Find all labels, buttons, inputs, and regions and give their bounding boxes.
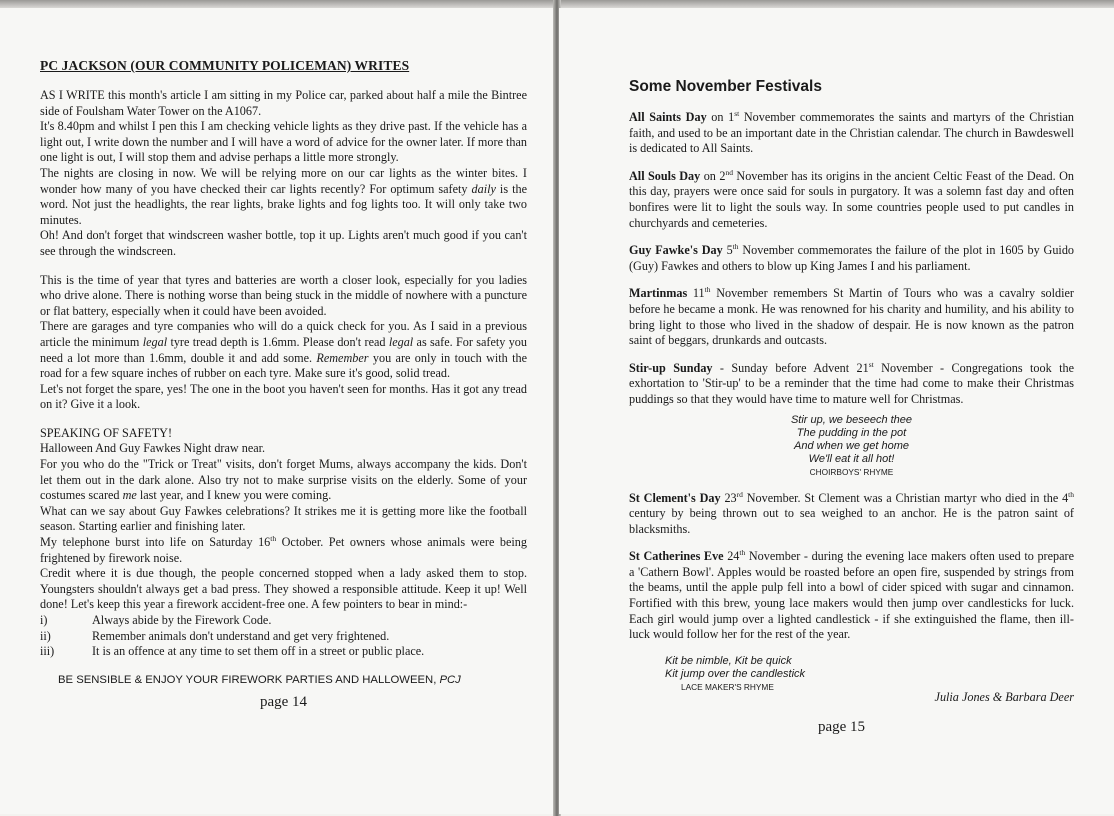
- paragraph: For you who do the "Trick or Treat" visits, don't forget Mums, always accompany the kids. Don't let them out in the dark alone. Also try not to make surprise visits on the elderly. Some of your costumes scared me last year, and I knew you were coming.: [40, 457, 527, 503]
- rhyme-attribution: CHOIRBOYS' RHYME: [809, 466, 894, 477]
- paragraph: The nights are closing in now. We will be relying more on our car lights as the winter bites. I wonder how many of you have checked their car lights recently? For optimum safety daily is the word. Not just the headlights, the rear lights, brake lights and fog lights too. It will only take two minutes.: [40, 165, 527, 227]
- festival-entry: Martinmas 11th November remembers St Martin of Tours who was a cavalry soldier before he became a monk. He was renowned for his charity and humility, and his ability to bring light to those who lived in the shadow of despair. He is now known as the patron saint of beggars, drunkards and outcasts.: [629, 285, 1074, 348]
- paragraph: AS I WRITE this month's article I am sitting in my Police car, parked about half a mile the Bintree side of Foulsham Water Tower on the A1067.: [40, 88, 527, 118]
- authors: Julia Jones & Barbara Deer: [934, 689, 1074, 704]
- right-page: [559, 8, 1114, 814]
- paragraph: What can we say about Guy Fawkes celebrations? It strikes me it is getting more like the football season. Starting earlier and finishing later.: [40, 503, 527, 534]
- festival-entry: St Clement's Day 23rd November. St Clement was a Christian martyr who died in the 4th century by being thrown out to sea weighed to an anchor. He is the patron saint of blacksmiths.: [629, 489, 1075, 536]
- pointer-list: [40, 613, 527, 660]
- closing-line: BE SENSIBLE & ENJOY YOUR FIREWORK PARTIES AND HALLOWEEN, PCJ: [58, 673, 461, 686]
- paragraph: Let's not forget the spare, yes! The one in the boot you haven't seen for months. Has it got any tread on it? Give it a look.: [40, 381, 527, 412]
- festival-entry: St Catherines Eve 24th November - during the evening lace makers often used to prepare a 'Cathern Bowl'. Apples would be roasted before an open fire, suspended by strings from the beams, until the apple pulp fell into a bowl of cider spiced with sugar and cinnamon. Fortified with this brew, young lace makers would then jump over candlesticks for luck. Each girl would jump over a lighted candlestick - if she extinguished the flame, then ill-luck would follow her for the rest of the year.: [629, 548, 1075, 642]
- page-number: page 15: [817, 718, 866, 735]
- subheading: SPEAKING OF SAFETY!: [40, 425, 173, 440]
- article-heading: Some November Festivals: [629, 78, 822, 95]
- paragraph: Credit where it is due though, the people concerned stopped when a lady asked them to stop. Youngsters shouldn't always get a bad press. They showed a responsible attitude. Keep it up! Well done! Let's keep this year a firework accident-free one. A few pointers to bear in mind:-: [40, 566, 527, 612]
- rhyme: Stir up, we beseech thee The pudding in the pot And when we get home We'll eat it all hot! CHOIRBOYS' RHYME: [629, 414, 1074, 479]
- article-heading: PC JACKSON (OUR COMMUNITY POLICEMAN) WRITES: [40, 58, 410, 73]
- festival-entry: Guy Fawke's Day 5th November commemorates the failure of the plot in 1605 by Guido (Guy) Fawkes and others to blow up King James I and his parliament.: [629, 242, 1075, 273]
- paragraph: My telephone burst into life on Saturday 16th October. Pet owners whose animals were being frightened by firework noise.: [40, 533, 527, 565]
- paragraph: Halloween And Guy Fawkes Night draw near.: [40, 441, 266, 456]
- paragraph: Oh! And don't forget that windscreen washer bottle, top it up. Lights aren't much good if you can't see through the windscreen.: [40, 228, 527, 258]
- rhyme-attribution: LACE MAKER'S RHYME: [681, 681, 774, 692]
- list-item: iii) It is an offence at any time to set them off in a street or public place.: [40, 644, 425, 659]
- paragraph: It's 8.40pm and whilst I pen this I am checking vehicle lights as they drive past. If the vehicle has a light out, I write down the number and I will have a word of advice for the owner later. If more than one light is out, I will stop them and advise perhaps a little more strongly.: [40, 119, 528, 165]
- festival-entry: All Souls Day on 2nd November has its origins in the ancient Celtic Feast of the Dead. On this day, prayers were once said for souls in purgatory. It was a solemn fast day and often bonfires were lit to light the souls way. In some countries people used to put candles in churchyards and cemeteries.: [629, 167, 1074, 230]
- paragraph: This is the time of year that tyres and batteries are worth a closer look, especially for you ladies who drive alone. There is nothing worse than being stuck in the middle of nowhere with a puncture or flat battery, especially when it could have been avoided.: [40, 272, 527, 318]
- rhyme: Kit be nimble, Kit be quick Kit jump over the candlestick LACE MAKER'S RHYME: [629, 655, 1074, 694]
- festival-entry: Stir-up Sunday - Sunday before Advent 21st November - Congregations took the exhortation to 'Stir-up' to be a reminder that the time had come to make their Christmas puddings so that they would have time to mature well for Christmas.: [629, 359, 1074, 406]
- list-item: i) Always abide by the Firework Code.: [40, 613, 272, 627]
- page-number: page 14: [259, 693, 308, 710]
- list-item: ii) Remember animals don't understand and get very frightened.: [40, 628, 390, 643]
- paragraph: There are garages and tyre companies who will do a quick check for you. As I said in a previous article the minimum legal tyre tread depth is 1.6mm. Please don't read legal as safe. For safety you need a lot more than 1.6mm, double it and add some. Remember you are only in touch with the road for a few square inches of rubber on each tyre. Make sure it's good, solid tread.: [40, 319, 527, 381]
- festival-entry: All Saints Day on 1st November commemorates the saints and martyrs of the Christian faith, and used to be an important date in the Christian calendar. The church in Bawdeswell is dedicated to All Saints.: [629, 108, 1074, 156]
- left-page: [0, 8, 555, 814]
